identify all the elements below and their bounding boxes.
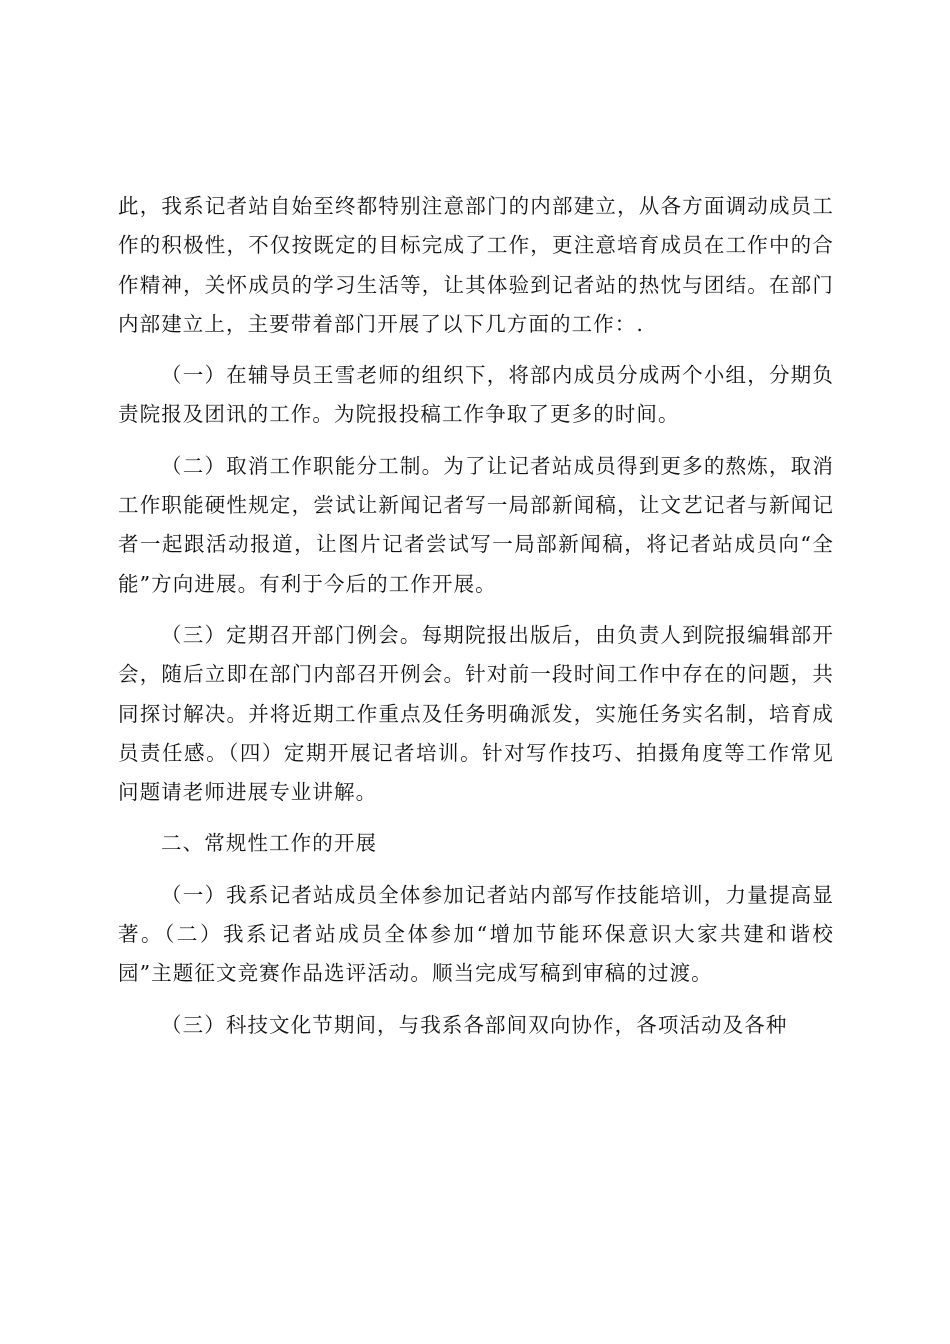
paragraph-item-2: （二）取消工作职能分工制。为了让记者站成员得到更多的熬炼，取消工作职能硬性规定，尝试让新闻记者写一局部新闻稿，让文艺记者与新闻记者一起跟活动报道，让图片记者尝试写一局部新闻稿，将记者站成员向“全能”方向进展。有利于今后的工作开展。 (118, 453, 834, 596)
paragraph-item-1: （一）在辅导员王雪老师的组织下，将部内成员分成两个小组，分期负责院报及团讯的工作。为院报投稿工作争取了更多的时间。 (118, 363, 834, 427)
paragraph-routine-2: （三）科技文化节期间，与我系各部间双向协作，各项活动及各种 (161, 1012, 788, 1037)
paragraph-item-3: （三）定期召开部门例会。每期院报出版后，由负责人到院报编辑部开会，随后立即在部门内部召开例会。针对前一段时间工作中存在的问题，共同探讨解决。并将近期工作重点及任务明确派发，实施任务实名制，培育成员责任感。（四）定期开展记者培训。针对写作技巧、拍摄角度等工作常见问题请老师进展专业讲解。 (118, 622, 834, 805)
section-heading: 二、常规性工作的开展 (161, 831, 378, 856)
paragraph-routine-1: （一）我系记者站成员全体参加记者站内部写作技能培训，力量提高显著。（二）我系记者站成员全体参加“增加节能环保意识大家共建和谐校园”主题征文竞赛作品选评活动。顺当完成写稿到审稿的过渡。 (118, 882, 834, 986)
document-body (118, 187, 834, 1045)
paragraph-intro: 此，我系记者站自始至终都特别注意部门的内部建立，从各方面调动成员工作的积极性，不仅按既定的目标完成了工作，更注意培育成员在工作中的合作精神，关怀成员的学习生活等，让其体验到记者站的热忱与团结。在部门内部建立上，主要带着部门开展了以下几方面的工作：. (118, 194, 834, 336)
